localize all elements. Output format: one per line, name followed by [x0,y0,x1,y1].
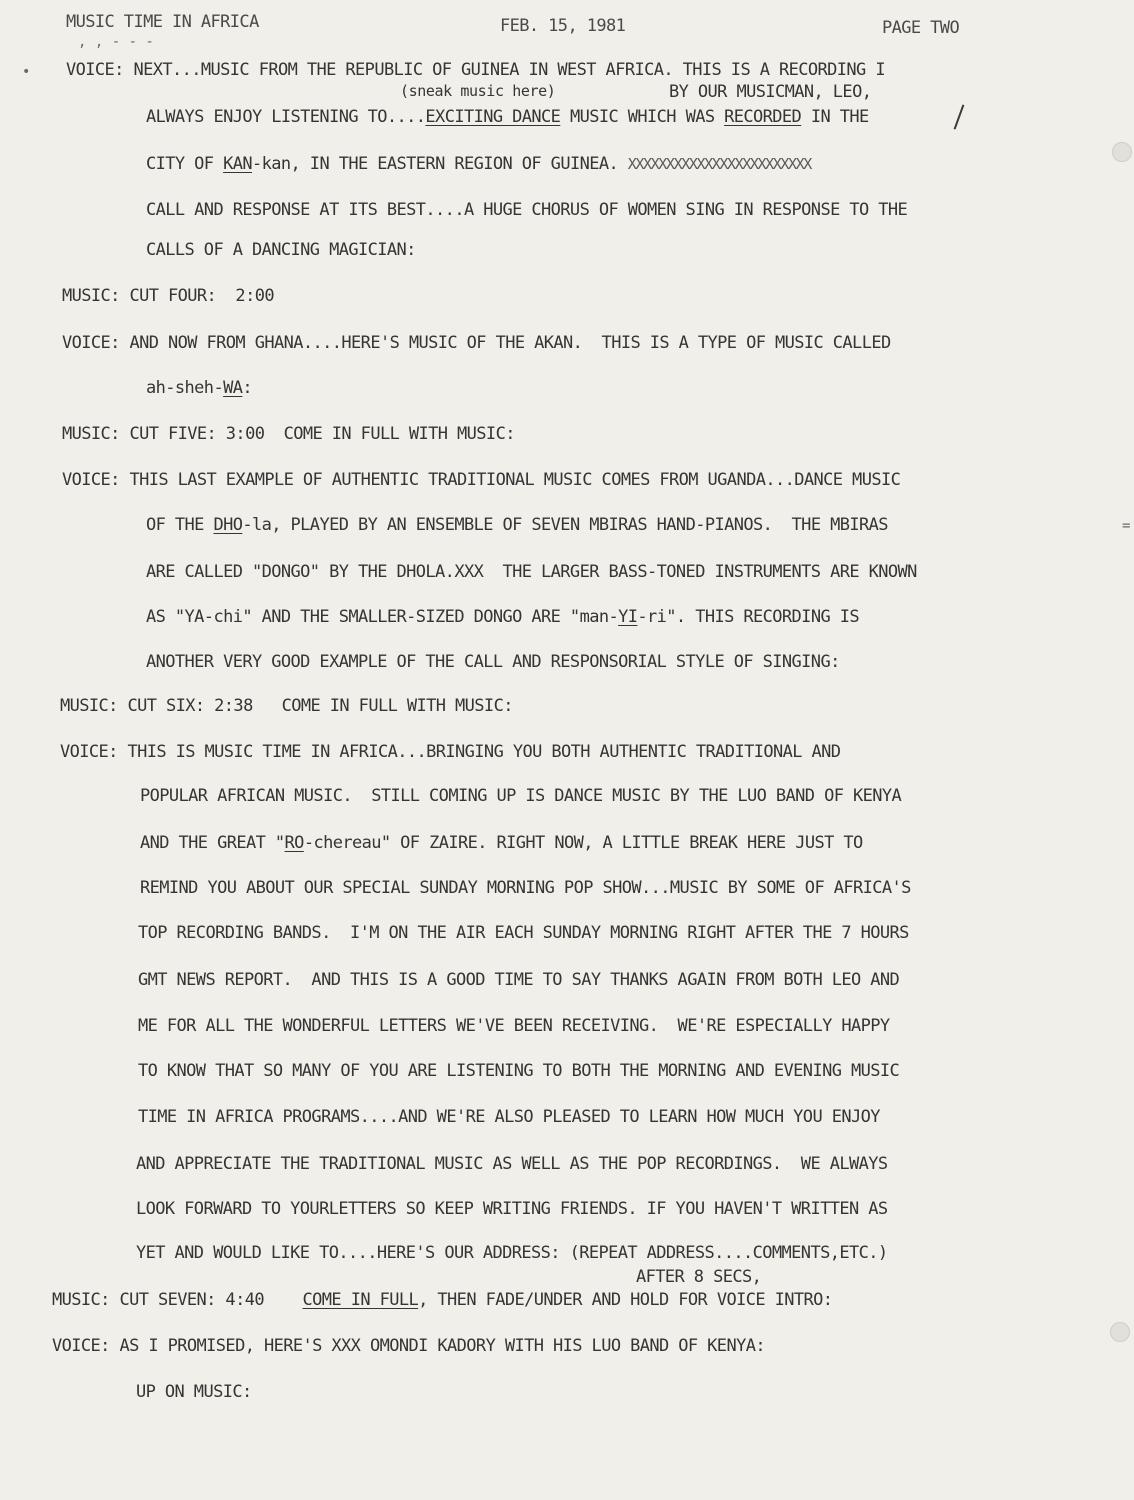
script-line-25: AND APPRECIATE THE TRADITIONAL MUSIC AS WELL AS THE POP RECORDINGS. WE ALWAYS [136,1154,888,1174]
edge-mark: = [1122,518,1131,534]
script-line-3: CITY OF KAN-kan, IN THE EASTERN REGION OF GUINEA. XXXXXXXXXXXXXXXXXXXXXXXX [146,154,811,174]
script-line-9: MUSIC: CUT FIVE: 3:00 COME IN FULL WITH MUSIC: [62,424,515,444]
program-title: MUSIC TIME IN AFRICA [66,12,259,32]
handwritten-note-sneak-music: (sneak music here) [400,82,556,100]
typed-over-text: XXXXXXXXXXXXXXXXXXXXXXXX [627,155,811,173]
script-line-12: ARE CALLED "DONGO" BY THE DHOLA.XXX THE LARGER BASS-TONED INSTRUMENTS ARE KNOWN [146,562,917,582]
script-line-13: AS "YA-chi" AND THE SMALLER-SIZED DONGO ARE "man-YI-ri". THIS RECORDING IS [146,607,859,627]
script-line-26: LOOK FORWARD TO YOURLETTERS SO KEEP WRITING FRIENDS. IF YOU HAVEN'T WRITTEN AS [136,1199,888,1219]
script-line-2: ALWAYS ENJOY LISTENING TO....EXCITING DANCE MUSIC WHICH WAS RECORDED IN THE [146,107,869,127]
stray-marks: , , - - - [78,34,154,50]
script-line-6: MUSIC: CUT FOUR: 2:00 [62,286,274,306]
script-line-5: CALLS OF A DANCING MAGICIAN: [146,240,416,260]
page-number: PAGE TWO [882,18,960,38]
broadcast-date: FEB. 15, 1981 [500,16,626,36]
margin-dot: • [22,64,31,80]
binder-hole-top [1112,142,1132,162]
binder-hole-bottom [1110,1322,1130,1342]
script-line-24: TIME IN AFRICA PROGRAMS....AND WE'RE ALSO PLEASED TO LEARN HOW MUCH YOU ENJOY [138,1107,880,1127]
script-line-30: UP ON MUSIC: [136,1382,252,1402]
handwritten-note-after-8-secs: AFTER 8 SECS, [636,1267,762,1287]
script-line-28: MUSIC: CUT SEVEN: 4:40 COME IN FULL, THEN FADE/UNDER AND HOLD FOR VOICE INTRO: [52,1290,833,1310]
script-line-22: ME FOR ALL THE WONDERFUL LETTERS WE'VE BEEN RECEIVING. WE'RE ESPECIALLY HAPPY [138,1016,890,1036]
script-line-19: REMIND YOU ABOUT OUR SPECIAL SUNDAY MORNING POP SHOW...MUSIC BY SOME OF AFRICA'S [140,878,911,898]
script-line-4: CALL AND RESPONSE AT ITS BEST....A HUGE CHORUS OF WOMEN SING IN RESPONSE TO THE [146,200,908,220]
script-line-27: YET AND WOULD LIKE TO....HERE'S OUR ADDRESS: (REPEAT ADDRESS....COMMENTS,ETC.) [136,1243,888,1263]
script-line-1: VOICE: NEXT...MUSIC FROM THE REPUBLIC OF GUINEA IN WEST AFRICA. THIS IS A RECORDING I [66,60,885,80]
script-line-17: POPULAR AFRICAN MUSIC. STILL COMING UP IS DANCE MUSIC BY THE LUO BAND OF KENYA [140,786,902,806]
script-line-1b: BY OUR MUSICMAN, LEO, [669,82,872,102]
script-line-7: VOICE: AND NOW FROM GHANA....HERE'S MUSIC OF THE AKAN. THIS IS A TYPE OF MUSIC CALLED [62,333,891,353]
script-line-20: TOP RECORDING BANDS. I'M ON THE AIR EACH SUNDAY MORNING RIGHT AFTER THE 7 HOURS [138,923,909,943]
script-line-16: VOICE: THIS IS MUSIC TIME IN AFRICA...BRINGING YOU BOTH AUTHENTIC TRADITIONAL AND [60,742,841,762]
script-line-18: AND THE GREAT "RO-chereau" OF ZAIRE. RIGHT NOW, A LITTLE BREAK HERE JUST TO [140,833,863,853]
script-line-11: OF THE DHO-la, PLAYED BY AN ENSEMBLE OF SEVEN MBIRAS HAND-PIANOS. THE MBIRAS [146,515,888,535]
script-line-23: TO KNOW THAT SO MANY OF YOU ARE LISTENING TO BOTH THE MORNING AND EVENING MUSIC [138,1061,900,1081]
underlined-word: RECORDED [724,107,802,127]
script-line-14: ANOTHER VERY GOOD EXAMPLE OF THE CALL AND RESPONSORIAL STYLE OF SINGING: [146,652,840,672]
underlined-phrase: EXCITING DANCE [425,107,561,127]
script-line-29: VOICE: AS I PROMISED, HERE'S XXX OMONDI KADORY WITH HIS LUO BAND OF KENYA: [52,1336,765,1356]
script-line-15: MUSIC: CUT SIX: 2:38 COME IN FULL WITH MUSIC: [60,696,513,716]
script-line-21: GMT NEWS REPORT. AND THIS IS A GOOD TIME TO SAY THANKS AGAIN FROM BOTH LEO AND [138,970,900,990]
handwritten-slash-mark [954,104,965,129]
script-line-10: VOICE: THIS LAST EXAMPLE OF AUTHENTIC TRADITIONAL MUSIC COMES FROM UGANDA...DANCE MUSIC [62,470,901,490]
script-line-8: ah-sheh-WA: [146,378,253,398]
